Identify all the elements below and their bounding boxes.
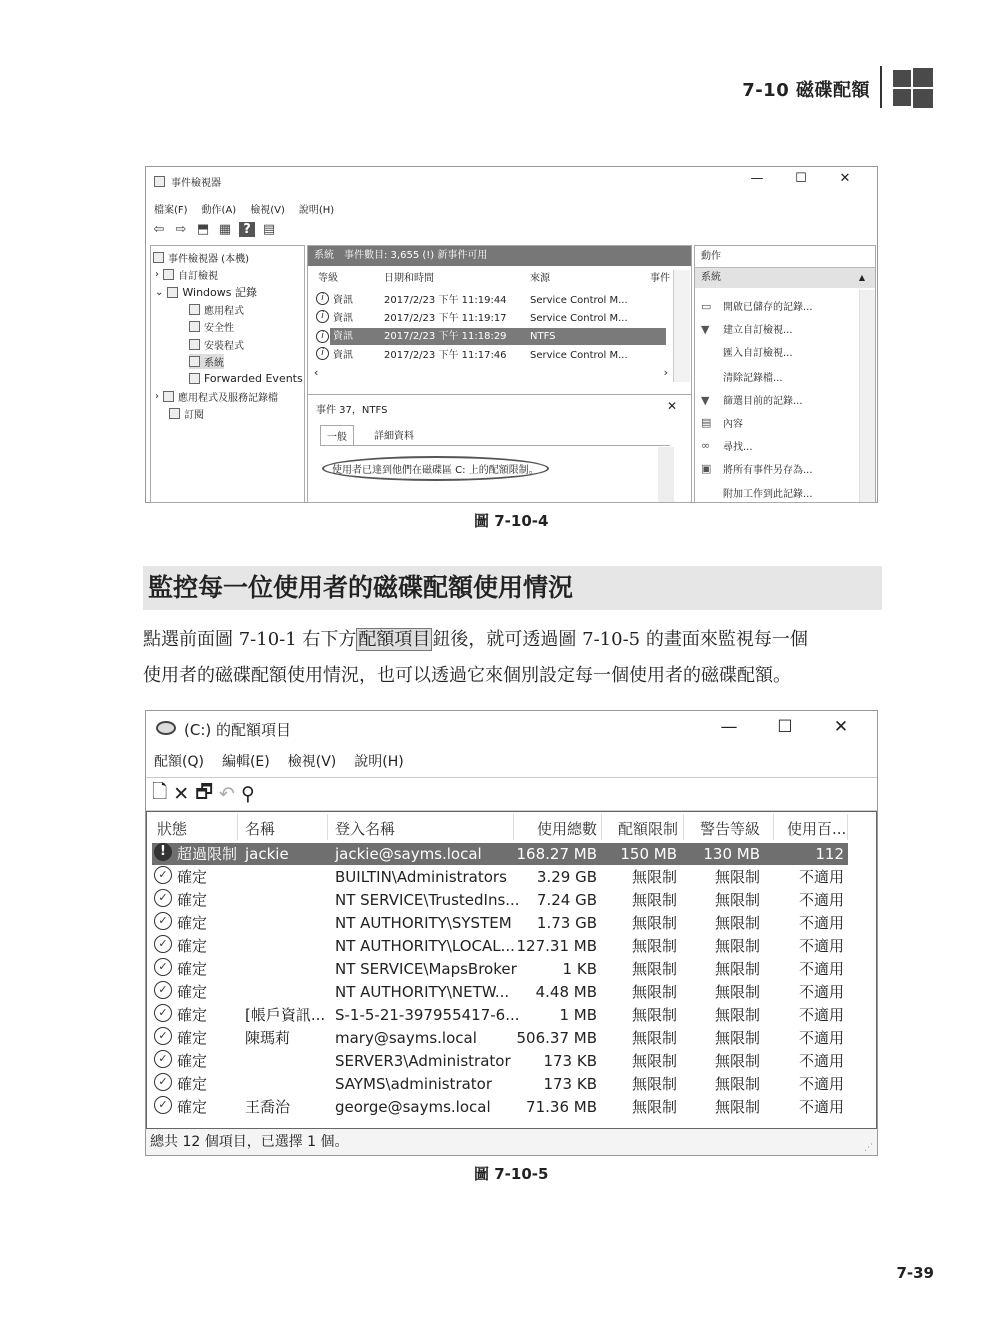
table-row[interactable]: ✓ 確定 BUILTIN\Administrators 3.29 GB 無限制 無限制 不適用 [152,866,848,888]
menu-bar [154,751,404,771]
event-viewer-icon [153,252,164,263]
find-icon: ∞ [701,439,711,452]
disk-icon [156,721,176,735]
table-row[interactable]: i 資訊 2017/2/23 下午 11:19:17 Service Control M... [308,310,668,327]
filter-icon: ▼ [701,323,710,336]
table-row-selected[interactable]: ! 超過限制 jackie jackie@sayms.local 168.27 MB 150 MB 130 MB 112 [152,843,848,865]
folder-icon [163,269,174,280]
table-row[interactable]: ✓ 確定 王喬治 george@sayms.local 71.36 MB 無限制 無限制 不適用 [152,1096,848,1118]
windows-logo-icon [893,68,933,108]
table-row[interactable]: ✓ 確定 NT AUTHORITY\LOCAL... 127.31 MB 無限制 無限制 不適用 [152,935,848,957]
paragraph-line-1: 點選前面圖 7-10-1 右下方 配額項目 鈕後，就可透過圖 7-10-5 的畫面來監視每一個 [143,629,808,650]
tree-item-system[interactable]: 系統 [189,354,224,369]
tree-item-setup[interactable]: 安裝程式 [189,337,244,352]
minimize-button[interactable]: — [720,717,738,737]
action-properties[interactable]: 內容 [723,419,743,430]
menu-file[interactable]: 檔案(F) [154,205,188,216]
table-row[interactable]: ✓ 確定 NT SERVICE\TrustedIns... 7.24 GB 無限制 無限制 不適用 [152,889,848,911]
properties-icon[interactable]: ▤ [262,222,276,237]
open-folder-icon: ▭ [701,300,712,313]
column-warning[interactable]: 警告等級 [700,820,761,838]
event-detail-pane [308,394,691,503]
new-entry-icon[interactable]: 🗋 [152,781,168,803]
column-level[interactable]: 等級 [318,273,338,284]
header-divider [880,66,882,108]
paragraph-line-2: 使用者的磁碟配額使用情況，也可以透過它來個別設定每一個使用者的磁碟配額。 [143,665,791,686]
table-row[interactable]: ✓ 確定 SAYMS\administrator 173 KB 無限制 無限制 不適用 [152,1073,848,1095]
window-title: (C:) 的配額項目 [184,721,292,739]
detail-message: 使用者已達到他們在磁碟區 C: 上的配額限制。 [322,456,549,481]
actions-subheader[interactable]: 系統 ▲ [695,268,875,288]
subscription-icon [169,408,180,419]
status-bar: 總共 12 個項目，已選擇 1 個。 [146,1129,877,1155]
action-attach-task[interactable]: 附加工作到此記錄... [723,489,813,500]
log-icon [189,373,200,384]
folder-icon [167,287,178,298]
maximize-button[interactable]: ☐ [795,171,807,186]
chapter-title: 7-10 磁碟配額 [742,80,870,101]
column-name[interactable]: 名稱 [245,820,276,838]
action-save-all-events[interactable]: 將所有事件另存為... [723,465,813,476]
table-row[interactable]: ✓ 確定 NT SERVICE\MapsBroker 1 KB 無限制 無限制 不適用 [152,958,848,980]
tree-item-app-service-logs[interactable]: › 應用程式及服務記錄檔 [155,391,278,404]
column-used[interactable]: 使用總數 [537,820,598,838]
tree-item-security[interactable]: 安全性 [189,319,234,334]
tree-item-root[interactable]: 事件檢視器 (本機) [153,250,249,265]
action-create-custom-view[interactable]: 建立自訂檢視... [723,325,793,336]
action-find[interactable]: 尋找... [723,442,753,453]
figure-caption: 圖 7-10-4 [474,512,549,530]
menu-action[interactable]: 動作(A) [201,205,237,216]
console-tree [150,245,305,503]
column-date[interactable]: 日期和時間 [384,273,434,284]
menu-view[interactable]: 檢視(V) [250,205,285,216]
page-number: 7-39 [896,1264,934,1282]
action-filter-current-log[interactable]: 篩選目前的記錄... [723,396,803,407]
back-icon[interactable]: ⇦ [153,222,165,237]
chevron-right-icon[interactable]: › [155,269,159,280]
horizontal-scrollbar[interactable]: ‹ › [314,366,668,379]
properties-icon: ▤ [701,416,712,429]
scrollbar[interactable] [658,447,674,503]
undo-icon[interactable]: ↶ [219,783,235,805]
delete-icon[interactable]: ✕ [173,783,190,805]
action-import-custom-view[interactable]: 匯入自訂檢視... [723,348,793,359]
tree-item-forwarded-events[interactable]: Forwarded Events [189,372,303,385]
properties-icon[interactable]: 🗗 [195,781,214,803]
tab-details[interactable]: 詳細資料 [374,431,414,442]
close-button[interactable]: ✕ [839,171,851,186]
tree-item-windows-logs[interactable]: ⌄ Windows 記錄 [155,286,257,299]
menu-bar [154,201,334,216]
column-status[interactable]: 狀態 [157,820,188,838]
log-icon [189,321,200,332]
table-row[interactable]: ✓ 確定 SERVER3\Administrator 173 KB 無限制 無限制 不適用 [152,1050,848,1072]
table-row[interactable]: i 資訊 2017/2/23 下午 11:19:44 Service Control M... [308,292,668,309]
menu-edit[interactable]: 編輯(E) [221,754,270,770]
log-icon [189,304,200,315]
menu-view[interactable]: 檢視(V) [287,754,337,770]
quota-entries-window [145,710,878,1156]
menu-quota[interactable]: 配額(Q) [154,754,204,770]
forward-icon[interactable]: ⇨ [175,222,187,237]
column-source[interactable]: 來源 [530,273,550,284]
folder-icon [163,391,174,402]
actions-header: 動作 [695,246,875,268]
search-icon[interactable]: ⚲ [240,783,255,805]
detail-content [320,445,670,503]
column-limit[interactable]: 配額限制 [618,820,679,838]
up-icon[interactable]: ⬒ [196,222,210,237]
table-row[interactable]: ✓ 確定 陳瑪莉 mary@sayms.local 506.37 MB 無限制 無限制 不適用 [152,1027,848,1049]
show-hide-tree-icon[interactable]: ▦ [218,222,232,237]
window-title: 事件檢視器 [171,177,221,189]
chevron-right-icon[interactable]: › [155,391,159,402]
scrollbar[interactable] [673,270,690,382]
table-row[interactable]: ✓ 確定 NT AUTHORITY\SYSTEM 1.73 GB 無限制 無限制 不適用 [152,912,848,934]
column-event[interactable]: 事件 [650,273,670,284]
maximize-button[interactable]: ☐ [777,717,793,737]
table-row[interactable]: i 資訊 2017/2/23 下午 11:17:46 Service Control M... [308,347,668,364]
tree-item-custom-views[interactable]: › 自訂檢視 [155,269,218,282]
close-button[interactable]: ✕ [833,717,849,737]
close-icon[interactable]: ✕ [666,399,677,413]
figure-caption: 圖 7-10-5 [474,1165,549,1183]
table-row-selected[interactable]: 資訊 2017/2/23 下午 11:18:29 NTFS [330,328,666,345]
quota-entries-button-ref: 配額項目 [358,629,431,650]
event-viewer-window [145,166,878,503]
collapse-icon[interactable]: ▲ [858,273,865,282]
help-icon[interactable]: ? [239,222,255,237]
detail-title: 事件 37，NTFS [316,405,388,416]
events-pane-header: 系統 事件數目: 3,655 (!) 新事件可用 [308,246,691,266]
column-percent[interactable]: 使用百... [787,820,847,838]
minimize-button[interactable]: — [750,171,764,186]
scrollbar[interactable] [859,290,875,503]
chevron-down-icon[interactable]: ⌄ [155,286,164,298]
event-viewer-icon [154,176,165,187]
filter-icon: ▼ [701,394,710,407]
tree-item-application[interactable]: 應用程式 [189,302,244,317]
toolbar [146,777,877,811]
info-icon: i [316,330,329,343]
events-pane [307,245,692,503]
actions-list [695,290,875,503]
section-heading: 監控每一位使用者的磁碟配額使用情況 [143,566,882,610]
action-clear-log[interactable]: 清除記錄檔... [723,373,783,384]
quota-list [146,811,877,1129]
table-row[interactable]: ✓ 確定 NT AUTHORITY\NETW... 4.48 MB 無限制 無限制 不適用 [152,981,848,1003]
menu-help[interactable]: 說明(H) [298,205,335,216]
tab-general[interactable]: 一般 [320,425,354,445]
column-login[interactable]: 登入名稱 [335,820,396,838]
events-list-header [308,270,668,287]
actions-pane [694,245,876,503]
action-open-saved[interactable]: 開啟已儲存的記錄... [723,302,813,313]
toolbar [151,222,277,237]
resize-grip-icon[interactable]: ⋰ [864,1143,873,1153]
log-icon [189,356,200,367]
table-row[interactable]: ✓ 確定 [帳戶資訊... S-1-5-21-397955417-6... 1 MB 無限制 無限制 不適用 [152,1004,848,1026]
tree-item-subscriptions[interactable]: 訂閱 [169,406,204,421]
menu-help[interactable]: 說明(H) [354,754,404,770]
log-icon [189,339,200,350]
save-icon: ▣ [701,462,712,475]
